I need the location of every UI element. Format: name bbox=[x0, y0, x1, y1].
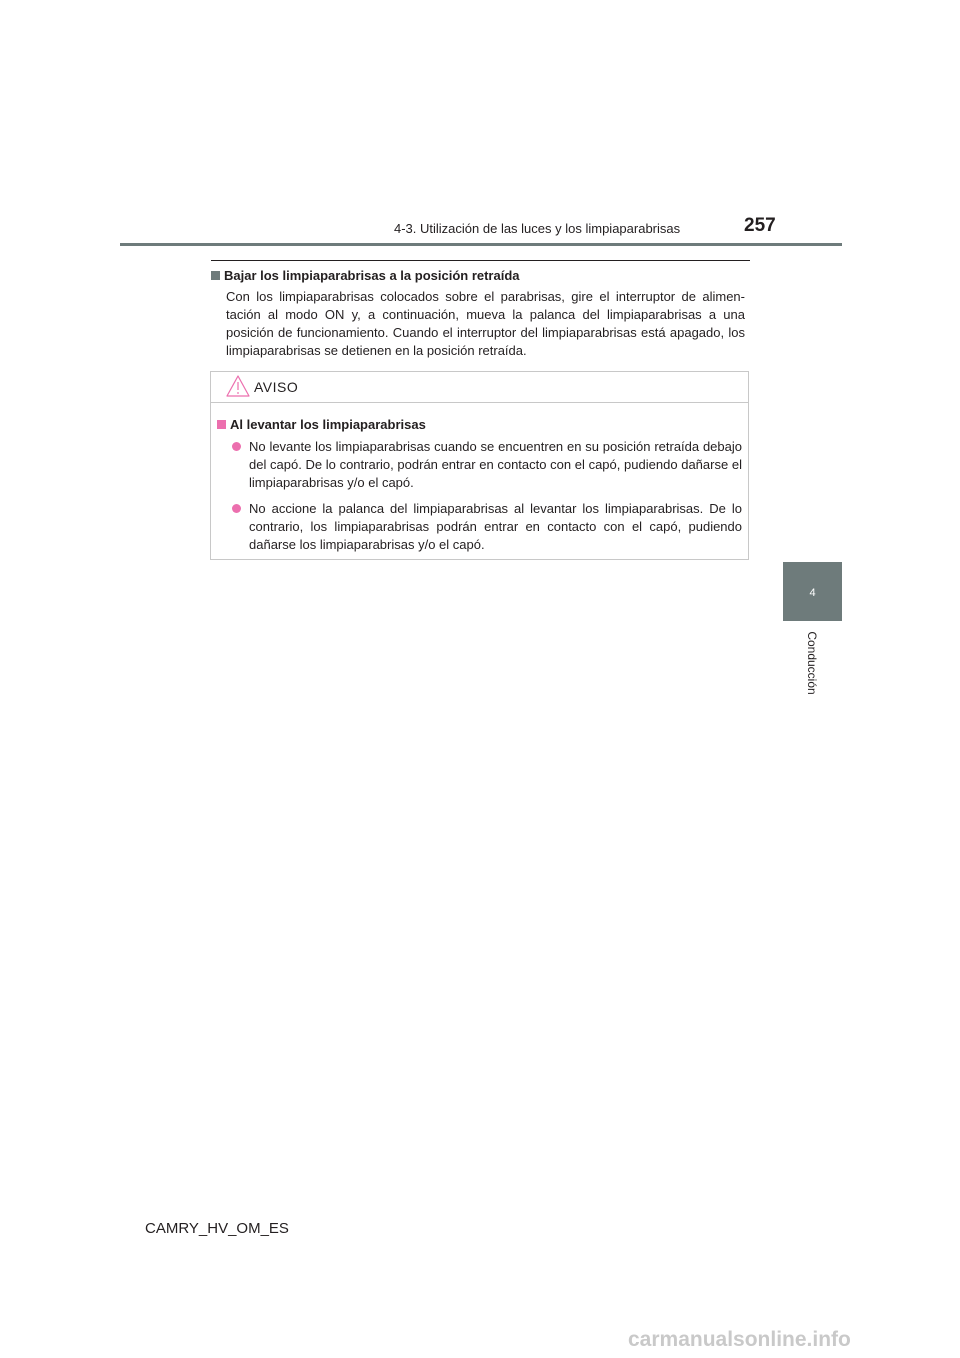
header-section-title: 4-3. Utilización de las luces y los limpiaparabrisas bbox=[394, 221, 681, 236]
chapter-label: Conducción bbox=[805, 631, 819, 695]
warning-heading-text: Al levantar los limpiaparabrisas bbox=[230, 417, 426, 432]
section-rule bbox=[211, 260, 750, 261]
section-heading bbox=[211, 266, 745, 286]
section-paragraph: Con los limpiaparabrisas colocados sobre el parabrisas, gire el interruptor de alimen-tación al modo ON y, a continuación, mueva la palanca del limpiaparabrisas a una posición de funcionamiento. Cuando el interruptor del limpiaparabrisas está apagado, los limpiaparabrisas se detienen en la posición retraída. bbox=[226, 289, 745, 358]
warning-triangle-icon bbox=[226, 375, 250, 397]
warning-title: AVISO bbox=[254, 379, 299, 395]
warning-box bbox=[210, 371, 749, 560]
warning-bullet-text: No accione la palanca del limpiaparabrisas al levantar los limpiaparabrisas. De lo contrario, los limpiaparabrisas podrán entrar en contacto con el capó, pudiendo dañarse los limpiaparabrisas y/o el capó. bbox=[249, 501, 742, 552]
manual-code: CAMRY_HV_OM_ES bbox=[145, 1220, 289, 1237]
warning-body bbox=[211, 403, 748, 554]
circle-bullet-icon bbox=[232, 442, 241, 451]
watermark: carmanualsonline.info bbox=[628, 1328, 851, 1351]
square-bullet-icon bbox=[211, 271, 220, 280]
warning-header bbox=[211, 372, 748, 403]
warning-heading bbox=[217, 415, 742, 435]
warning-bullet bbox=[238, 438, 742, 492]
header-rule bbox=[120, 243, 842, 246]
page-number: 257 bbox=[744, 215, 776, 236]
square-bullet-icon bbox=[217, 420, 226, 429]
warning-bullet bbox=[238, 500, 742, 554]
warning-bullet-text: No levante los limpiaparabrisas cuando se encuentren en su posición retraída debajo del capó. De lo contrario, podrán entrar en contacto con el capó, pudiendo dañarse el limpiaparabrisas y/o el capó. bbox=[249, 439, 742, 490]
section bbox=[211, 266, 745, 360]
section-heading-text: Bajar los limpiaparabrisas a la posición retraída bbox=[224, 268, 520, 283]
chapter-number: 4 bbox=[809, 586, 816, 599]
circle-bullet-icon bbox=[232, 504, 241, 513]
chapter-tab bbox=[783, 562, 842, 621]
